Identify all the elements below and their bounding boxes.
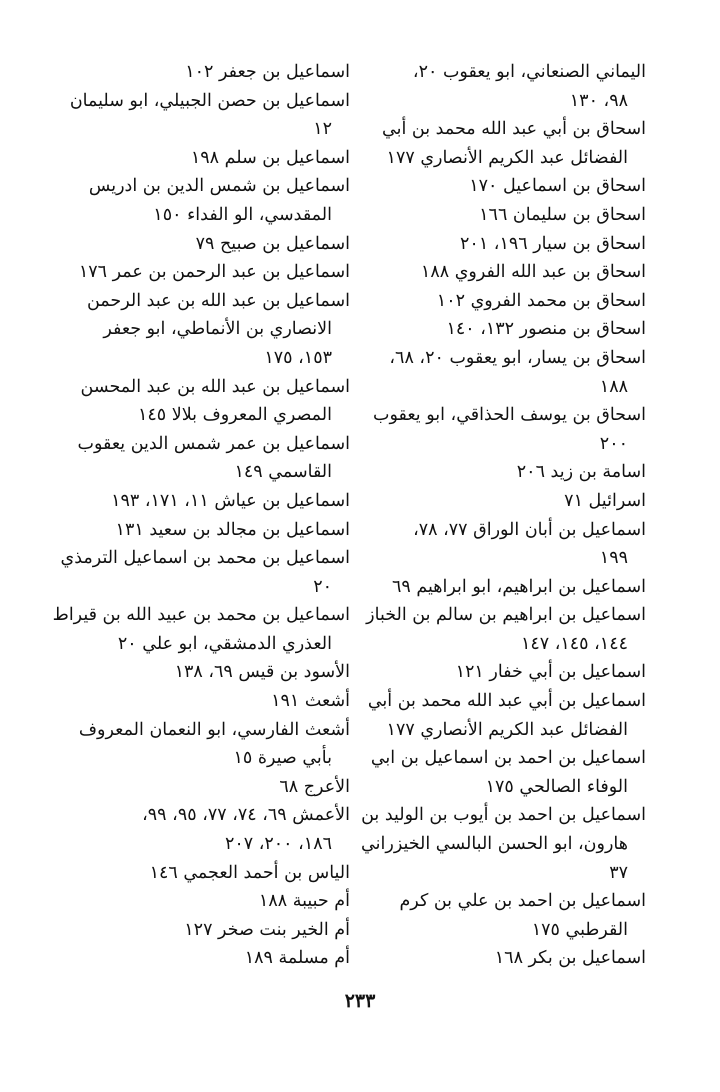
index-entry: [110, 58, 350, 87]
index-entry-continuation: القاسمي ١٤٩: [234, 462, 332, 483]
index-entry-text: اسحاق بن سليمان ١٦٦: [479, 204, 646, 225]
index-entry: [400, 658, 646, 687]
index-entry: [110, 658, 350, 687]
index-entry-text: اسحاق بن سيار ١٩٦، ٢٠١: [460, 233, 646, 254]
index-entry: [400, 258, 646, 287]
index-entry-text: اسماعيل بن عبد الله بن عبد المحسن: [80, 376, 350, 397]
index-entry-continuation: ٩٨، ١٣٠: [569, 90, 628, 111]
index-entry: [52, 601, 350, 658]
index-entry-continuation: الفضائل عبد الكريم الأنصاري ١٧٧: [386, 147, 628, 168]
page-number: ٢٣٣: [344, 990, 376, 1012]
index-entry-text: أم حبيبة ١٨٨: [258, 891, 350, 912]
index-entry-text: اسحاق بن أبي عبد الله محمد بن أبي: [382, 119, 646, 140]
index-column-right: [361, 58, 646, 973]
index-entry: [86, 287, 350, 373]
index-entry-continuation: ٣٧: [609, 862, 628, 883]
index-entry-text: الأعرج ٦٨: [279, 776, 350, 797]
index-entry: [367, 687, 646, 744]
index-entry-text: اسماعيل بن جعفر ١٠٢: [185, 62, 350, 82]
index-entry-text: أم الخير بنت صخر ١٢٧: [184, 919, 350, 940]
index-entry-text: اسحاق بن اسماعيل ١٧٠: [469, 176, 646, 197]
index-entry-text: اسماعيل بن صبيح ٧٩: [195, 233, 350, 254]
index-entry-text: اسماعيل بن أبان الوراق ٧٧، ٧٨،: [413, 519, 646, 540]
index-entry-text: اسماعيل بن بكر ١٦٨: [494, 948, 646, 969]
index-entry-continuation: الوفاء الصالحي ١٧٥: [485, 776, 628, 797]
index-entry-continuation: ٢٠٠: [599, 433, 628, 454]
index-entry: [400, 287, 646, 316]
index-entry-text: اسماعيل بن عبد الله بن عبد الرحمن: [86, 290, 350, 311]
index-entry: [78, 258, 350, 287]
index-entry: [400, 487, 646, 516]
index-entry-text: أشعث ١٩١: [271, 691, 350, 712]
index-entry: [110, 230, 350, 259]
index-entry-text: اسماعيل بن عمر شمس الدين يعقوب: [77, 433, 350, 454]
index-entry-continuation: الفضائل عبد الكريم الأنصاري ١٧٧: [386, 719, 628, 740]
index-entry-text: اسماعيل بن محمد بن اسماعيل الترمذي: [60, 548, 350, 569]
index-entry-continuation: الانصاري بن الأنماطي، ابو جعفر: [103, 319, 332, 340]
index-entry: [361, 801, 646, 887]
index-entry: [110, 516, 350, 545]
index-entry-text: اليماني الصنعاني، ابو يعقوب ٢٠،: [412, 62, 646, 82]
index-entry: [110, 687, 350, 716]
index-entry: [370, 744, 646, 801]
index-entry: [88, 172, 350, 229]
index-entry-text: الأعمش ٦٩، ٧٤، ٧٧، ٩٥، ٩٩،: [142, 805, 350, 826]
index-entry-text: اسامة بن زيد ٢٠٦: [516, 462, 646, 483]
index-entry-text: اسماعيل بن حصن الجبيلي، ابو سليمان: [69, 90, 350, 111]
index-entry-text: اسماعيل بن محمد بن عبيد الله بن قيراط: [52, 605, 350, 626]
index-entry-text: اسماعيل بن احمد بن أيوب بن الوليد بن: [361, 805, 646, 826]
index-entry: [400, 201, 646, 230]
index-entry-text: اسرائيل ٧١: [564, 490, 646, 511]
index-entry-text: اسماعيل بن عياش ١١، ١٧١، ١٩٣: [111, 490, 350, 511]
index-entry-text: اسماعيل بن احمد بن علي بن كرم: [399, 891, 646, 912]
index-entry: [372, 401, 646, 458]
index-entry: [110, 916, 350, 945]
index-entry: [69, 87, 350, 144]
index-entry-text: أشعث الفارسي، ابو النعمان المعروف: [78, 719, 350, 740]
index-entry: [78, 716, 350, 773]
index-entry-continuation: ١٢: [313, 119, 332, 140]
index-entry-continuation: ١٨٨: [599, 376, 628, 397]
index-entry: [400, 944, 646, 973]
index-entry-text: اسماعيل بن شمس الدين بن ادريس: [88, 176, 350, 197]
index-entry: [382, 115, 646, 172]
index-entry-text: اسماعيل بن مجالد بن سعيد ١٣١: [115, 519, 350, 540]
index-entry: [400, 58, 646, 115]
index-entry: [400, 172, 646, 201]
index-entry-continuation: ٢٠: [313, 576, 332, 597]
index-entry-text: اسحاق بن يوسف الحذاقي، ابو يعقوب: [372, 405, 646, 426]
index-entry: [400, 230, 646, 259]
index-entry: [391, 573, 646, 602]
index-entry: [110, 887, 350, 916]
index-entry-text: اسماعيل بن ابراهيم بن سالم بن الخباز: [366, 605, 646, 626]
index-entry: [400, 516, 646, 573]
index-entry: [60, 544, 350, 601]
index-entry: [110, 801, 350, 858]
index-entry-continuation: المقدسي، الو الفداء ١٥٠: [153, 204, 332, 225]
index-entry-continuation: ١٤٤، ١٤٥، ١٤٧: [520, 633, 628, 654]
index-entry-text: اسماعيل بن احمد بن اسماعيل بن ابي: [370, 748, 646, 769]
index-entry: [110, 773, 350, 802]
index-entry: [389, 344, 646, 401]
index-entry: [77, 430, 350, 487]
index-entry-text: اسماعيل بن عبد الرحمن بن عمر ١٧٦: [78, 262, 350, 283]
index-entry-continuation: هارون، ابو الحسن البالسي الخيزراني: [361, 834, 628, 855]
index-entry-continuation: ١٩٩: [599, 548, 628, 569]
index-entry: [400, 458, 646, 487]
index-entry: [400, 887, 646, 944]
index-entry-text: اسماعيل بن أبي عبد الله محمد بن أبي: [367, 691, 646, 712]
index-entry-continuation: المصري المعروف بلالا ١٤٥: [137, 405, 332, 426]
index-entry: [80, 373, 350, 430]
index-entry-text: اسماعيل بن ابراهيم، ابو ابراهيم ٦٩: [391, 576, 646, 597]
index-column-left: [52, 58, 350, 973]
index-entry-continuation: ١٨٦، ٢٠٠، ٢٠٧: [224, 834, 332, 855]
index-entry-continuation: ١٥٣، ١٧٥: [264, 347, 332, 368]
index-entry: [110, 487, 350, 516]
index-entry-text: اسماعيل بن سلم ١٩٨: [190, 147, 350, 168]
index-entry-text: اسحاق بن عبد الله الفروي ١٨٨: [420, 262, 646, 283]
index-entry: [366, 601, 646, 658]
index-entry-text: الياس بن أحمد العجمي ١٤٦: [149, 862, 350, 883]
index-entry-text: الأسود بن قيس ٦٩، ١٣٨: [174, 662, 350, 683]
index-entry-continuation: بأبي صيرة ١٥: [233, 748, 332, 769]
index-entry: [110, 944, 350, 973]
index-entry: [110, 144, 350, 173]
index-entry: [110, 859, 350, 888]
index-entry: [400, 315, 646, 344]
index-entry-continuation: العذري الدمشقي، ابو علي ٢٠: [117, 633, 332, 654]
index-entry-text: أم مسلمة ١٨٩: [244, 948, 350, 969]
index-entry-continuation: القرطبي ١٧٥: [531, 919, 628, 940]
index-entry-text: اسحاق بن محمد الفروي ١٠٢: [436, 290, 646, 311]
index-entry-text: اسحاق بن يسار، ابو يعقوب ٢٠، ٦٨،: [389, 347, 646, 368]
index-entry-text: اسماعيل بن أبي خفار ١٢١: [455, 662, 646, 683]
index-entry-text: اسحاق بن منصور ١٣٢، ١٤٠: [446, 319, 646, 340]
